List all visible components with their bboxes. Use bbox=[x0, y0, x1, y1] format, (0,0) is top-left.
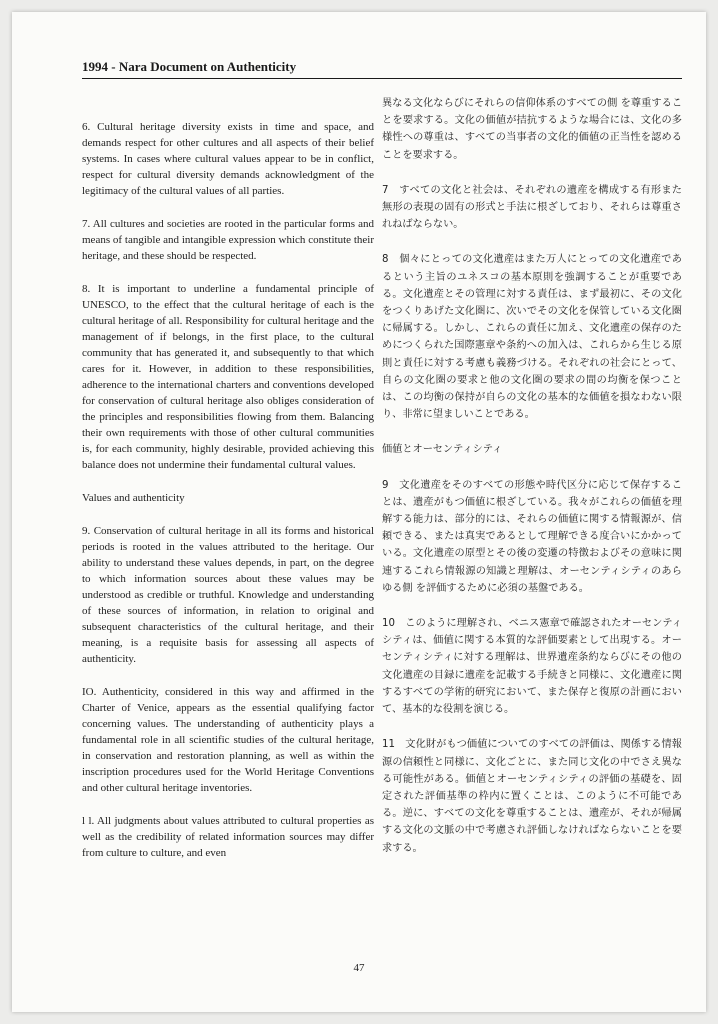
paragraph-9-ja: 9 文化遺産をそのすべての形態や時代区分に応じて保存することは、遺産がもつ価値に根ざしている。我々がこれらの価値を理解する能力は、部分的には、それらの価値に関する情報源が、信頼できる、または真実であるとして理解できる度合いにかかっている。文化遺産の原型とその後の変遷の特徴およびその意味に関連するこれら情報源の知識と理解は、オーセンティシティのあらゆる側 を評価するために必須の基盤である。 bbox=[382, 479, 682, 594]
section-heading-en: Values and authenticity bbox=[82, 492, 185, 504]
section-heading-ja: 価値とオーセンティシティ bbox=[382, 444, 503, 456]
document-page bbox=[12, 12, 706, 1012]
paragraph-9-en: 9. Conservation of cultural heritage in all its forms and historical periods is rooted in the values attributed to the heritage. Our ability to understand these values depends, in part, on the degree to which information sources about these values may be understood as credible or truthful. Knowledge and understanding of these sources of information, in relation to original and subsequent characteristics of the cultural heritage, and their meaning, is a requisite basis for assessing all aspects of authenticity. bbox=[82, 525, 374, 665]
paragraph-7-ja: 7 すべての文化と社会は、それぞれの遺産を構成する有形また無形の表現の固有の形式と手法に根ざしており、それらは尊重されねばならない。 bbox=[382, 184, 682, 231]
paragraph-8-ja: 8 個々にとっての文化遺産はまた万人にとっての文化遺産であるという主旨のユネスコの基本原則を強調することが重要である。文化遺産とその管理に対する責任は、まず最初に、その文化をつくりあげた文化圏に、次いでその文化を保管している文化圏に帰属する。しかし、これらの責任に加え、文化遺産の保存のためにつくられた国際憲章や条約への加入は、これらから生じる原則と責任に対する考慮も義務づける。それぞれの社会にとって、自らの文化圏の要求と他の文化圏の要求の間の均衡を保つことは、この均衡の保持が自らの文化の基本的な価値を損なわない限り、非常に望ましいことである。 bbox=[382, 254, 682, 421]
paragraph-11-ja: 11 文化財がもつ価値についてのすべての評価は、関係する情報源の信頼性と同様に、文化ごとに、また同じ文化の中でさえ異なる可能性がある。価値とオーセンティシティの評価の基礎を、固定された評価基準の枠内に置くことは、このように不可能である。逆に、すべての文化を尊重することは、遺産が、それが帰属する文化の文脈の中で考慮され評価しなければならないことを要求する。 bbox=[382, 739, 682, 854]
running-header-title: 1994 - Nara Document on Authenticity bbox=[82, 59, 297, 74]
japanese-column bbox=[382, 95, 682, 875]
paragraph-10-en: IO. Authenticity, considered in this way and affirmed in the Charter of Venice, appears as the essential qualifying factor concerning values. The understanding of authenticity plays a fundamental role in all scientific studies of the cultural heritage, in conservation and restoration planning, as well as within the inscription procedures used for the World Heritage Conventions and other cultural heritage inventories. bbox=[82, 686, 374, 794]
header-rule bbox=[82, 78, 682, 79]
english-column bbox=[82, 119, 374, 878]
paragraph-7-en: 7. All cultures and societies are rooted in the particular forms and means of tangible and intangible expression which constitute their heritage, and these should be respected. bbox=[82, 218, 374, 262]
page-number: 47 bbox=[353, 962, 365, 974]
paragraph-11-en: l l. All judgments about values attributed to cultural properties as well as the credibility of related information sources may differ from culture to culture, and even bbox=[82, 815, 374, 859]
paragraph-6-en: 6. Cultural heritage diversity exists in time and space, and demands respect for other cultures and all aspects of their belief systems. In cases where cultural values appear to be in conflict, respect for cultural diversity demands acknowledgment of the legitimacy of the cultural values of all parties. bbox=[82, 121, 374, 197]
paragraph-6-ja-continued: 異なる文化ならびにそれらの信仰体系のすべての側 を尊重することを要求する。文化の価値が拮抗するような場合には、文化の多様性への尊重は、すべての当事者の文化的価値の正当性を認めることを要求する。 bbox=[382, 98, 682, 161]
paragraph-8-en: 8. It is important to underline a fundamental principle of UNESCO, to the effect that the cultural heritage of each is the cultural heritage of all. Responsibility for cultural heritage and the management of if belongs, in the first place, to the cultural community that has generated it, and subsequently to that which cares for it. However, in addition to these responsibilities, adherence to the international charters and conventions developed for conservation of cultural heritage also obliges consideration of the principles and responsibilities flowing from them. Balancing their own requirements with those of other cultural communities is, for each community, highly desirable, provided achieving this balance does not undermine their fundamental cultural values. bbox=[82, 283, 374, 471]
paragraph-10-ja: 10 このように理解され、ベニス憲章で確認されたオーセンティシティは、価値に関する本質的な評価要素として出現する。オーセンティシティに対する理解は、世界遺産条約ならびにその他の文化遺産の目録に遺産を記載する手続きと同様に、文化遺産に関するすべての学術的研究において、また保存と復原の計画において、基本的な役割を演じる。 bbox=[382, 618, 682, 716]
